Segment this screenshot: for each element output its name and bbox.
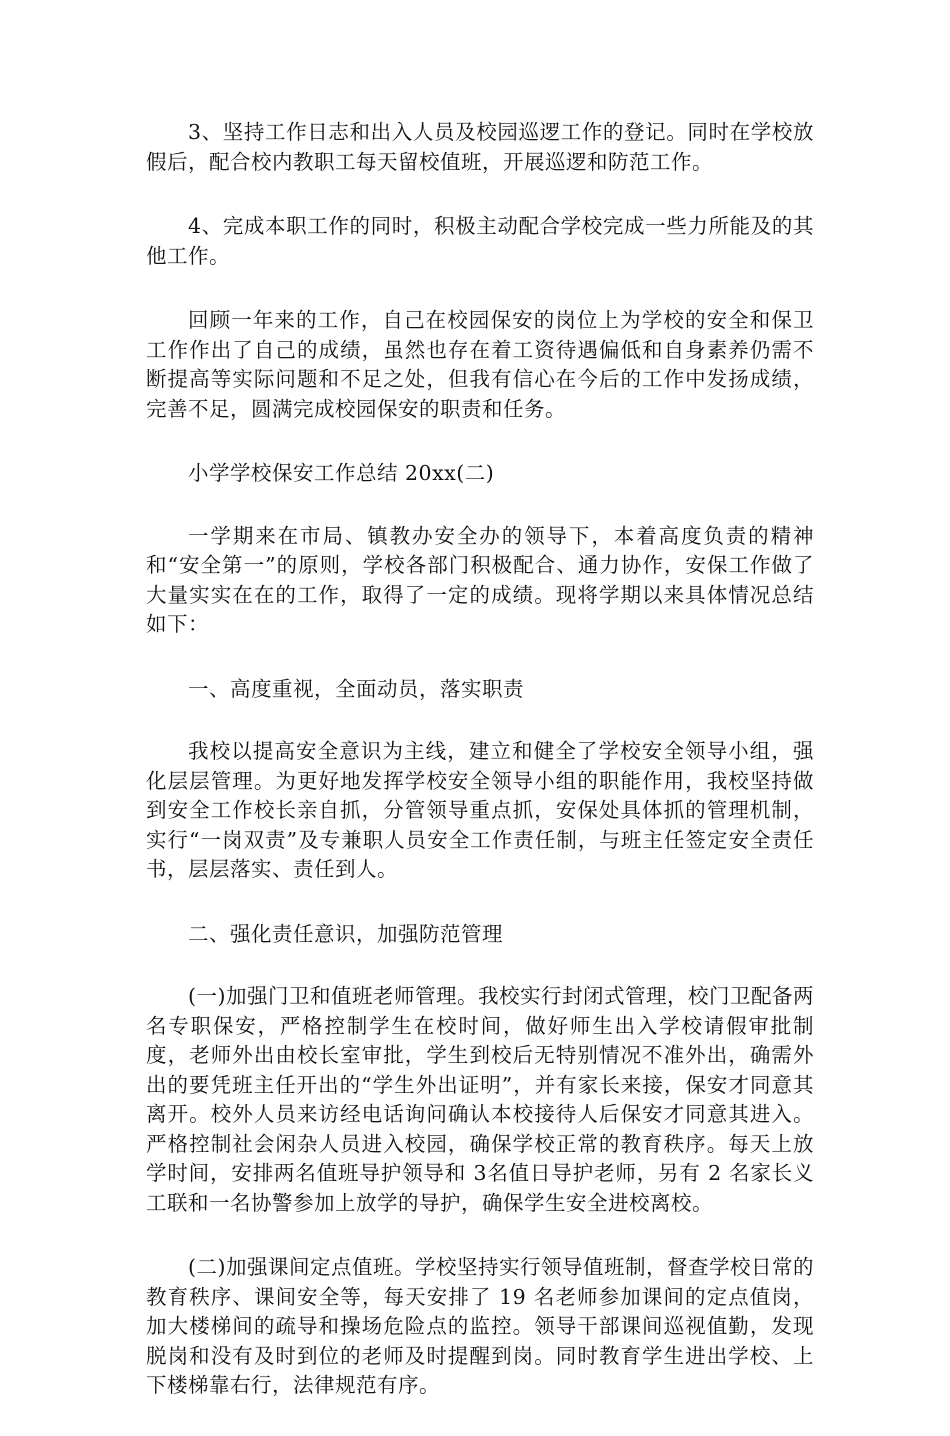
paragraph-intro: 一学期来在市局、镇教办安全办的领导下，本着高度负责的精神和“安全第一”的原则，学校各部门积极配合、通力协作，安保工作做了大量实实在在的工作，取得了一定的成绩。现将学期以来具体情况总结如下： bbox=[146, 523, 814, 636]
document-page bbox=[146, 118, 814, 1436]
paragraph-item-4: 4、完成本职工作的同时，积极主动配合学校完成一些力所能及的其他工作。 bbox=[146, 214, 814, 268]
paragraph-break-duty: (二)加强课间定点值班。学校坚持实行领导值班制，督查学校日常的教育秩序、课间安全等，每天安排了 19 名老师参加课间的定点值岗，加大楼梯间的疏导和操场危险点的监控。领导干部课间巡视值勤，发现脱岗和没有及时到位的老师及时提醒到岗。同时教育学生进出学校、上下楼梯靠右行，法律规范有序。 bbox=[146, 1255, 814, 1397]
paragraph-item-3: 3、坚持工作日志和出入人员及校园巡逻工作的登记。同时在学校放假后，配合校内教职工每天留校值班，开展巡逻和防范工作。 bbox=[146, 120, 814, 174]
heading-two: 二、强化责任意识，加强防范管理 bbox=[188, 921, 503, 946]
paragraph-review: 回顾一年来的工作，自己在校园保安的岗位上为学校的安全和保卫工作作出了自己的成绩，虽然也存在着工资待遇偏低和自身素养仍需不断提高等实际问题和不足之处，但我有信心在今后的工作中发扬成绩，完善不足，圆满完成校园保安的职责和任务。 bbox=[146, 308, 814, 421]
paragraph-gate-management: (一)加强门卫和值班老师管理。我校实行封闭式管理，校门卫配备两名专职保安，严格控制学生在校时间，做好师生出入学校请假审批制度，老师外出由校长室审批，学生到校后无特别情况不准外出，确需外出的要凭班主任开出的“学生外出证明”，并有家长来接，保安才同意其离开。校外人员来访经电话询问确认本校接待人后保安才同意其进入。严格控制社会闲杂人员进入校园，确保学校正常的教育秩序。每天上放学时间，安排两名值班导护领导和 3名值日导护老师，另有 2 名家长义工联和一名协警参加上放学的导护，确保学生安全进校离校。 bbox=[146, 984, 814, 1215]
section-title: 小学学校保安工作总结 20xx(二) bbox=[188, 461, 495, 485]
paragraph-leadership: 我校以提高安全意识为主线，建立和健全了学校安全领导小组，强化层层管理。为更好地发挥学校安全领导小组的职能作用，我校坚持做到安全工作校长亲自抓，分管领导重点抓，安保处具体抓的管理机制，实行“一岗双责”及专兼职人员安全工作责任制，与班主任签定安全责任书，层层落实、责任到人。 bbox=[146, 739, 814, 881]
heading-one: 一、高度重视，全面动员，落实职责 bbox=[188, 676, 524, 701]
